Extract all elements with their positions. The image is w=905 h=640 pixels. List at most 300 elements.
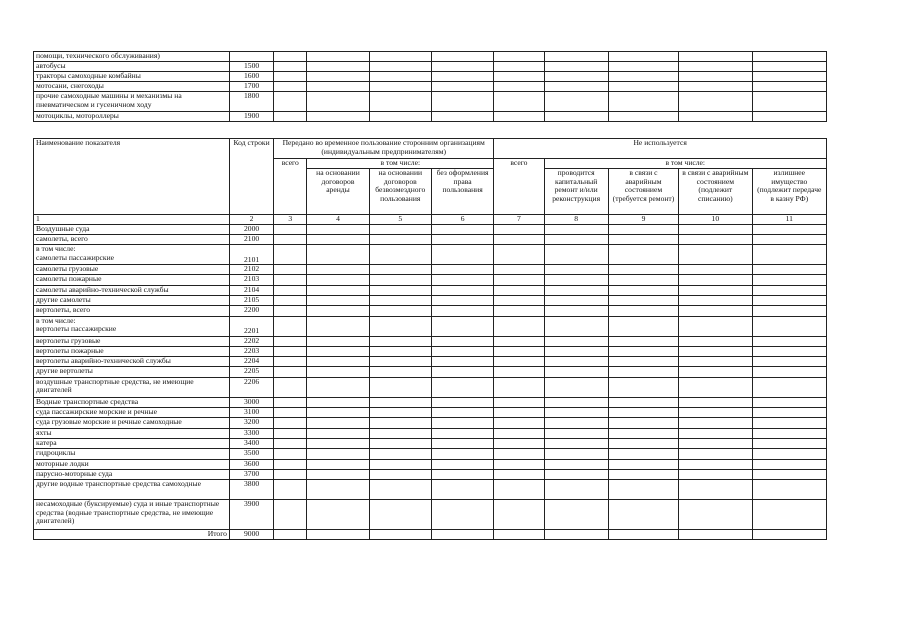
data-cell[interactable] xyxy=(431,469,493,479)
data-cell[interactable] xyxy=(494,469,544,479)
data-cell[interactable] xyxy=(431,285,493,295)
data-cell[interactable] xyxy=(307,397,369,407)
data-cell[interactable] xyxy=(274,92,307,112)
data-cell[interactable] xyxy=(369,357,431,367)
column-number: 10 xyxy=(679,215,752,225)
data-cell[interactable] xyxy=(679,265,752,275)
data-cell[interactable] xyxy=(608,265,678,275)
data-cell[interactable] xyxy=(274,397,307,407)
table-row xyxy=(34,377,827,397)
row-code: 2105 xyxy=(229,295,273,305)
data-cell[interactable] xyxy=(544,82,608,92)
data-cell[interactable] xyxy=(431,72,493,82)
data-cell[interactable] xyxy=(369,367,431,377)
data-cell[interactable] xyxy=(608,275,678,285)
data-cell[interactable] xyxy=(494,449,544,459)
data-cell[interactable] xyxy=(679,112,752,122)
data-cell[interactable] xyxy=(274,245,307,265)
table-row xyxy=(34,367,827,377)
data-cell[interactable] xyxy=(679,316,752,336)
data-cell[interactable] xyxy=(274,82,307,92)
data-cell[interactable] xyxy=(608,316,678,336)
data-cell[interactable] xyxy=(544,295,608,305)
data-cell[interactable] xyxy=(752,428,826,438)
data-cell[interactable] xyxy=(307,530,369,540)
data-cell[interactable] xyxy=(608,52,678,62)
data-cell[interactable] xyxy=(608,428,678,438)
data-cell[interactable] xyxy=(752,245,826,265)
data-cell[interactable] xyxy=(679,346,752,356)
data-cell[interactable] xyxy=(431,265,493,275)
data-cell[interactable] xyxy=(679,530,752,540)
table-row xyxy=(34,357,827,367)
data-cell[interactable] xyxy=(494,346,544,356)
data-cell[interactable] xyxy=(608,530,678,540)
data-cell[interactable] xyxy=(679,72,752,82)
data-cell[interactable] xyxy=(307,316,369,336)
data-cell[interactable] xyxy=(369,336,431,346)
row-code: 1500 xyxy=(229,62,273,72)
data-cell[interactable] xyxy=(544,346,608,356)
data-cell[interactable] xyxy=(431,62,493,72)
data-cell[interactable] xyxy=(544,336,608,346)
data-cell[interactable] xyxy=(369,408,431,418)
data-cell[interactable] xyxy=(494,316,544,336)
data-cell[interactable] xyxy=(274,418,307,428)
data-cell[interactable] xyxy=(369,397,431,407)
data-cell[interactable] xyxy=(307,346,369,356)
data-cell[interactable] xyxy=(679,469,752,479)
data-cell[interactable] xyxy=(431,438,493,448)
data-cell[interactable] xyxy=(274,275,307,285)
data-cell[interactable] xyxy=(752,62,826,72)
data-cell[interactable] xyxy=(679,397,752,407)
data-cell[interactable] xyxy=(752,418,826,428)
data-cell[interactable] xyxy=(752,530,826,540)
data-cell[interactable] xyxy=(431,397,493,407)
data-cell[interactable] xyxy=(369,265,431,275)
data-cell[interactable] xyxy=(494,367,544,377)
data-cell[interactable] xyxy=(307,275,369,285)
data-cell[interactable] xyxy=(544,367,608,377)
data-cell[interactable] xyxy=(274,234,307,244)
data-cell[interactable] xyxy=(608,285,678,295)
data-cell[interactable] xyxy=(752,112,826,122)
data-cell[interactable] xyxy=(608,92,678,112)
data-cell[interactable] xyxy=(431,295,493,305)
data-cell[interactable] xyxy=(307,62,369,72)
data-cell[interactable] xyxy=(369,418,431,428)
data-cell[interactable] xyxy=(274,367,307,377)
data-cell[interactable] xyxy=(752,82,826,92)
data-cell[interactable] xyxy=(544,397,608,407)
data-cell[interactable] xyxy=(608,500,678,530)
data-cell[interactable] xyxy=(752,72,826,82)
data-cell[interactable] xyxy=(431,245,493,265)
data-cell[interactable] xyxy=(679,500,752,530)
data-cell[interactable] xyxy=(274,459,307,469)
data-cell[interactable] xyxy=(494,306,544,316)
data-cell[interactable] xyxy=(274,428,307,438)
data-cell[interactable] xyxy=(369,377,431,397)
data-cell[interactable] xyxy=(679,418,752,428)
data-cell[interactable] xyxy=(608,234,678,244)
data-cell[interactable] xyxy=(752,336,826,346)
data-cell[interactable] xyxy=(679,357,752,367)
data-cell[interactable] xyxy=(274,357,307,367)
data-cell[interactable] xyxy=(274,316,307,336)
data-cell[interactable] xyxy=(679,52,752,62)
data-cell[interactable] xyxy=(431,82,493,92)
data-cell[interactable] xyxy=(307,92,369,112)
data-cell[interactable] xyxy=(369,52,431,62)
data-cell[interactable] xyxy=(494,275,544,285)
data-cell[interactable] xyxy=(431,530,493,540)
data-cell[interactable] xyxy=(431,275,493,285)
data-cell[interactable] xyxy=(752,469,826,479)
data-cell[interactable] xyxy=(431,428,493,438)
data-cell[interactable] xyxy=(307,265,369,275)
data-cell[interactable] xyxy=(679,275,752,285)
data-cell[interactable] xyxy=(307,459,369,469)
data-cell[interactable] xyxy=(369,224,431,234)
data-cell[interactable] xyxy=(752,234,826,244)
data-cell[interactable] xyxy=(369,530,431,540)
data-cell[interactable] xyxy=(544,418,608,428)
data-cell[interactable] xyxy=(307,500,369,530)
data-cell[interactable] xyxy=(544,469,608,479)
data-cell[interactable] xyxy=(679,408,752,418)
data-cell[interactable] xyxy=(431,306,493,316)
data-cell[interactable] xyxy=(369,275,431,285)
data-cell[interactable] xyxy=(369,72,431,82)
data-cell[interactable] xyxy=(307,418,369,428)
data-cell[interactable] xyxy=(431,367,493,377)
data-cell[interactable] xyxy=(369,234,431,244)
data-cell[interactable] xyxy=(274,295,307,305)
data-cell[interactable] xyxy=(752,52,826,62)
data-cell[interactable] xyxy=(679,82,752,92)
data-cell[interactable] xyxy=(494,82,544,92)
data-cell[interactable] xyxy=(274,306,307,316)
data-cell[interactable] xyxy=(494,224,544,234)
data-cell[interactable] xyxy=(752,367,826,377)
data-cell[interactable] xyxy=(494,408,544,418)
data-cell[interactable] xyxy=(752,285,826,295)
data-cell[interactable] xyxy=(307,469,369,479)
data-cell[interactable] xyxy=(544,449,608,459)
data-cell[interactable] xyxy=(274,265,307,275)
data-cell[interactable] xyxy=(274,336,307,346)
data-cell[interactable] xyxy=(544,234,608,244)
data-cell[interactable] xyxy=(679,234,752,244)
data-cell[interactable] xyxy=(608,367,678,377)
data-cell[interactable] xyxy=(274,500,307,530)
data-cell[interactable] xyxy=(752,265,826,275)
data-cell[interactable] xyxy=(431,336,493,346)
data-cell[interactable] xyxy=(608,346,678,356)
data-cell[interactable] xyxy=(544,52,608,62)
data-cell[interactable] xyxy=(679,245,752,265)
data-cell[interactable] xyxy=(494,72,544,82)
data-cell[interactable] xyxy=(494,480,544,500)
data-cell[interactable] xyxy=(544,265,608,275)
data-cell[interactable] xyxy=(544,500,608,530)
data-cell[interactable] xyxy=(679,285,752,295)
data-cell[interactable] xyxy=(494,336,544,346)
data-cell[interactable] xyxy=(274,469,307,479)
data-cell[interactable] xyxy=(431,449,493,459)
data-cell[interactable] xyxy=(544,428,608,438)
data-cell[interactable] xyxy=(608,469,678,479)
data-cell[interactable] xyxy=(307,224,369,234)
data-cell[interactable] xyxy=(431,408,493,418)
data-cell[interactable] xyxy=(679,62,752,72)
data-cell[interactable] xyxy=(307,480,369,500)
header-lease: на основании договоров аренды xyxy=(307,169,369,215)
data-cell[interactable] xyxy=(752,438,826,448)
data-cell[interactable] xyxy=(608,72,678,82)
data-cell[interactable] xyxy=(608,306,678,316)
table-row xyxy=(34,438,827,448)
data-cell[interactable] xyxy=(369,449,431,459)
data-cell[interactable] xyxy=(752,397,826,407)
data-cell[interactable] xyxy=(752,295,826,305)
data-cell[interactable] xyxy=(494,265,544,275)
data-cell[interactable] xyxy=(274,449,307,459)
data-cell[interactable] xyxy=(307,408,369,418)
data-cell[interactable] xyxy=(274,408,307,418)
data-cell[interactable] xyxy=(274,480,307,500)
data-cell[interactable] xyxy=(752,377,826,397)
data-cell[interactable] xyxy=(494,438,544,448)
data-cell[interactable] xyxy=(544,224,608,234)
data-cell[interactable] xyxy=(494,500,544,530)
data-cell[interactable] xyxy=(369,346,431,356)
data-cell[interactable] xyxy=(679,367,752,377)
data-cell[interactable] xyxy=(307,377,369,397)
data-cell[interactable] xyxy=(544,438,608,448)
data-cell[interactable] xyxy=(431,357,493,367)
data-cell[interactable] xyxy=(608,408,678,418)
data-cell[interactable] xyxy=(431,92,493,112)
row-code: 2206 xyxy=(229,377,273,397)
data-cell[interactable] xyxy=(608,357,678,367)
data-cell[interactable] xyxy=(494,377,544,397)
data-cell[interactable] xyxy=(544,377,608,397)
data-cell[interactable] xyxy=(431,234,493,244)
table-row xyxy=(34,428,827,438)
data-cell[interactable] xyxy=(494,52,544,62)
data-cell[interactable] xyxy=(608,397,678,407)
data-cell[interactable] xyxy=(608,449,678,459)
data-cell[interactable] xyxy=(544,306,608,316)
data-cell[interactable] xyxy=(431,112,493,122)
data-cell[interactable] xyxy=(494,397,544,407)
data-cell[interactable] xyxy=(752,357,826,367)
data-cell[interactable] xyxy=(679,295,752,305)
data-cell[interactable] xyxy=(544,459,608,469)
data-cell[interactable] xyxy=(369,459,431,469)
data-cell[interactable] xyxy=(307,367,369,377)
data-cell[interactable] xyxy=(494,428,544,438)
data-cell[interactable] xyxy=(544,316,608,336)
data-cell[interactable] xyxy=(307,449,369,459)
data-cell[interactable] xyxy=(608,480,678,500)
data-cell[interactable] xyxy=(431,346,493,356)
data-cell[interactable] xyxy=(369,316,431,336)
table-row xyxy=(34,275,827,285)
data-cell[interactable] xyxy=(274,62,307,72)
data-cell[interactable] xyxy=(307,306,369,316)
data-cell[interactable] xyxy=(274,438,307,448)
data-cell[interactable] xyxy=(274,346,307,356)
data-cell[interactable] xyxy=(608,418,678,428)
data-cell[interactable] xyxy=(494,112,544,122)
data-cell[interactable] xyxy=(369,82,431,92)
data-cell[interactable] xyxy=(274,530,307,540)
data-cell[interactable] xyxy=(494,459,544,469)
data-cell[interactable] xyxy=(608,62,678,72)
data-cell[interactable] xyxy=(679,428,752,438)
data-cell[interactable] xyxy=(544,72,608,82)
data-cell[interactable] xyxy=(544,275,608,285)
data-cell[interactable] xyxy=(369,438,431,448)
data-cell[interactable] xyxy=(274,285,307,295)
data-cell[interactable] xyxy=(369,92,431,112)
data-cell[interactable] xyxy=(431,316,493,336)
data-cell[interactable] xyxy=(369,469,431,479)
data-cell[interactable] xyxy=(679,336,752,346)
data-cell[interactable] xyxy=(369,500,431,530)
data-cell[interactable] xyxy=(494,295,544,305)
data-cell[interactable] xyxy=(608,438,678,448)
data-cell[interactable] xyxy=(431,52,493,62)
data-cell[interactable] xyxy=(369,428,431,438)
data-cell[interactable] xyxy=(608,82,678,92)
data-cell[interactable] xyxy=(307,72,369,82)
data-cell[interactable] xyxy=(544,530,608,540)
data-cell[interactable] xyxy=(679,449,752,459)
data-cell[interactable] xyxy=(494,245,544,265)
data-cell[interactable] xyxy=(274,224,307,234)
data-cell[interactable] xyxy=(307,285,369,295)
data-cell[interactable] xyxy=(752,92,826,112)
data-cell[interactable] xyxy=(274,377,307,397)
table-row xyxy=(34,112,827,122)
data-cell[interactable] xyxy=(544,62,608,72)
row-code: 1700 xyxy=(229,82,273,92)
data-cell[interactable] xyxy=(369,62,431,72)
data-cell[interactable] xyxy=(679,480,752,500)
row-name: парусно-моторные суда xyxy=(34,469,230,479)
data-cell[interactable] xyxy=(608,224,678,234)
data-cell[interactable] xyxy=(494,92,544,112)
data-cell[interactable] xyxy=(307,428,369,438)
data-cell[interactable] xyxy=(494,234,544,244)
row-name: гидроциклы xyxy=(34,449,230,459)
data-cell[interactable] xyxy=(307,112,369,122)
data-cell[interactable] xyxy=(752,408,826,418)
data-cell[interactable] xyxy=(369,306,431,316)
data-cell[interactable] xyxy=(494,530,544,540)
row-name: суда пассажирские морские и речные xyxy=(34,408,230,418)
column-number: 5 xyxy=(369,215,431,225)
data-cell[interactable] xyxy=(494,285,544,295)
data-cell[interactable] xyxy=(494,62,544,72)
data-cell[interactable] xyxy=(369,245,431,265)
data-cell[interactable] xyxy=(544,92,608,112)
data-cell[interactable] xyxy=(307,336,369,346)
data-cell[interactable] xyxy=(544,112,608,122)
row-code: 2200 xyxy=(229,306,273,316)
data-cell[interactable] xyxy=(369,295,431,305)
data-cell[interactable] xyxy=(752,275,826,285)
data-cell[interactable] xyxy=(369,112,431,122)
data-cell[interactable] xyxy=(431,480,493,500)
data-cell[interactable] xyxy=(307,438,369,448)
data-cell[interactable] xyxy=(544,480,608,500)
data-cell[interactable] xyxy=(307,245,369,265)
data-cell[interactable] xyxy=(544,245,608,265)
data-cell[interactable] xyxy=(752,224,826,234)
data-cell[interactable] xyxy=(679,438,752,448)
data-cell[interactable] xyxy=(752,316,826,336)
data-cell[interactable] xyxy=(431,459,493,469)
row-code: 3700 xyxy=(229,469,273,479)
data-cell[interactable] xyxy=(608,377,678,397)
data-cell[interactable] xyxy=(679,459,752,469)
table-row xyxy=(34,234,827,244)
data-cell[interactable] xyxy=(608,295,678,305)
data-cell[interactable] xyxy=(608,336,678,346)
data-cell[interactable] xyxy=(369,480,431,500)
data-cell[interactable] xyxy=(752,459,826,469)
data-cell[interactable] xyxy=(679,377,752,397)
data-cell[interactable] xyxy=(307,52,369,62)
header-transferred-including: в том числе: xyxy=(307,159,494,169)
data-cell[interactable] xyxy=(431,224,493,234)
data-cell[interactable] xyxy=(752,306,826,316)
data-cell[interactable] xyxy=(494,357,544,367)
data-cell[interactable] xyxy=(494,418,544,428)
data-cell[interactable] xyxy=(608,112,678,122)
data-cell[interactable] xyxy=(679,92,752,112)
data-cell[interactable] xyxy=(544,408,608,418)
data-cell[interactable] xyxy=(274,112,307,122)
data-cell[interactable] xyxy=(679,306,752,316)
data-cell[interactable] xyxy=(369,285,431,295)
data-cell[interactable] xyxy=(544,357,608,367)
data-cell[interactable] xyxy=(431,500,493,530)
data-cell[interactable] xyxy=(307,82,369,92)
data-cell[interactable] xyxy=(307,234,369,244)
data-cell[interactable] xyxy=(608,245,678,265)
data-cell[interactable] xyxy=(608,459,678,469)
data-cell[interactable] xyxy=(752,500,826,530)
data-cell[interactable] xyxy=(544,285,608,295)
data-cell[interactable] xyxy=(307,295,369,305)
data-cell[interactable] xyxy=(752,480,826,500)
data-cell[interactable] xyxy=(274,72,307,82)
data-cell[interactable] xyxy=(679,224,752,234)
data-cell[interactable] xyxy=(752,449,826,459)
data-cell[interactable] xyxy=(431,377,493,397)
data-cell[interactable] xyxy=(307,357,369,367)
data-cell[interactable] xyxy=(431,418,493,428)
data-cell[interactable] xyxy=(752,346,826,356)
data-cell[interactable] xyxy=(274,52,307,62)
